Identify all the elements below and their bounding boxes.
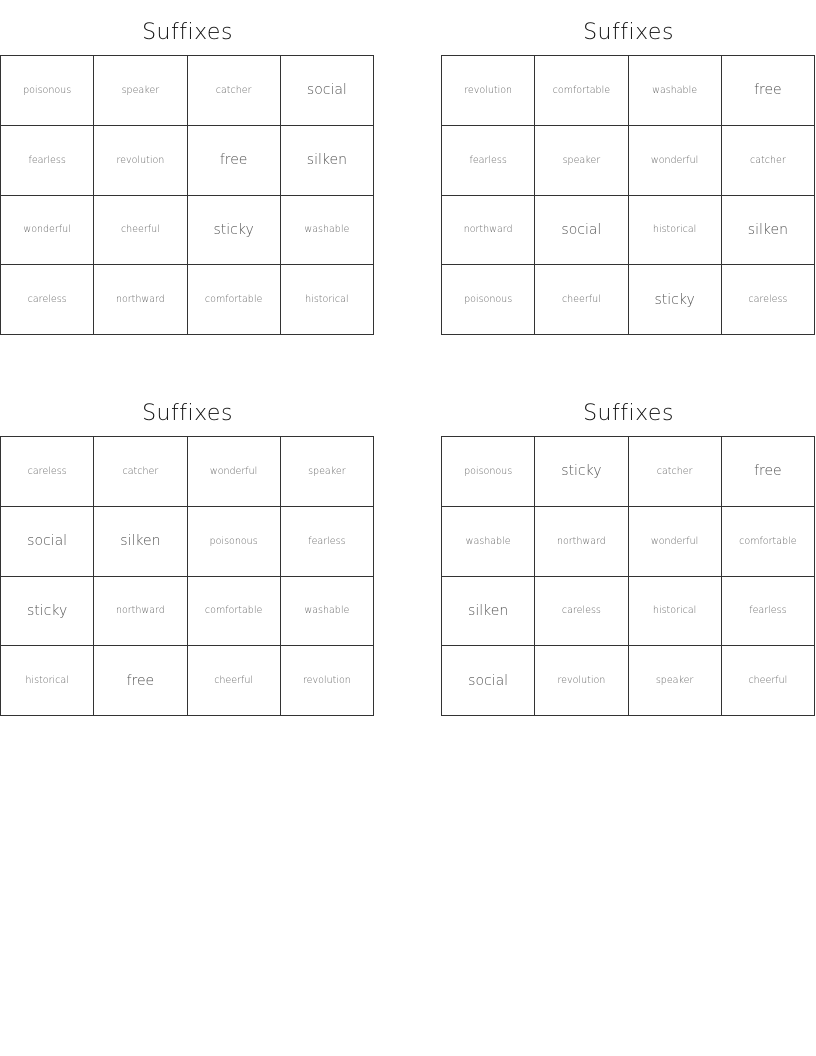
grid-cell: free [94, 646, 187, 716]
word-grid [0, 436, 374, 716]
grid-cell: silken [281, 126, 374, 196]
grid-cell: speaker [94, 56, 187, 126]
grid-cell: silken [94, 507, 187, 577]
word-grid [0, 55, 374, 335]
grid-cell: silken [722, 196, 815, 266]
grid-cell: free [722, 56, 815, 126]
grid-cell: sticky [1, 577, 94, 647]
grid-cell: social [1, 507, 94, 577]
grid-cell: silken [442, 577, 535, 647]
grid-cell: washable [281, 196, 374, 266]
grid-cell: sticky [188, 196, 281, 266]
grid-cell: social [281, 56, 374, 126]
word-grid [441, 436, 815, 716]
grid-cell: fearless [1, 126, 94, 196]
grid-cell: fearless [281, 507, 374, 577]
grid-cell: catcher [629, 437, 722, 507]
grid-cell: fearless [722, 577, 815, 647]
grid-cell: careless [1, 265, 94, 335]
grid-cell: poisonous [442, 437, 535, 507]
word-grid [441, 55, 815, 335]
grid-cell: revolution [281, 646, 374, 716]
card-title: Suffixes [583, 20, 674, 45]
grid-cell: comfortable [188, 577, 281, 647]
card-title: Suffixes [142, 401, 233, 426]
grid-cell: washable [281, 577, 374, 647]
grid-cell: historical [629, 196, 722, 266]
grid-cell: revolution [94, 126, 187, 196]
grid-cell: historical [281, 265, 374, 335]
grid-cell: speaker [629, 646, 722, 716]
grid-cell: washable [442, 507, 535, 577]
grid-cell: wonderful [629, 126, 722, 196]
grid-cell: careless [1, 437, 94, 507]
grid-cell: northward [442, 196, 535, 266]
grid-cell: speaker [535, 126, 628, 196]
grid-cell: comfortable [535, 56, 628, 126]
grid-cell: catcher [94, 437, 187, 507]
grid-cell: sticky [535, 437, 628, 507]
grid-cell: poisonous [1, 56, 94, 126]
grid-cell: northward [535, 507, 628, 577]
grid-cell: wonderful [1, 196, 94, 266]
grid-cell: historical [1, 646, 94, 716]
grid-cell: historical [629, 577, 722, 647]
grid-cell: revolution [535, 646, 628, 716]
grid-cell: wonderful [629, 507, 722, 577]
grid-cell: cheerful [94, 196, 187, 266]
grid-cell: free [722, 437, 815, 507]
grid-cell: fearless [442, 126, 535, 196]
grid-cell: cheerful [535, 265, 628, 335]
grid-cell: poisonous [442, 265, 535, 335]
grid-cell: northward [94, 265, 187, 335]
grid-cell: cheerful [722, 646, 815, 716]
grid-cell: catcher [722, 126, 815, 196]
card-title: Suffixes [583, 401, 674, 426]
grid-cell: catcher [188, 56, 281, 126]
grid-cell: northward [94, 577, 187, 647]
grid-cell: free [188, 126, 281, 196]
grid-cell: sticky [629, 265, 722, 335]
grid-cell: social [535, 196, 628, 266]
grid-cell: speaker [281, 437, 374, 507]
grid-cell: comfortable [722, 507, 815, 577]
grid-cell: careless [722, 265, 815, 335]
grid-cell: social [442, 646, 535, 716]
grid-cell: washable [629, 56, 722, 126]
grid-cell: comfortable [188, 265, 281, 335]
grid-cell: wonderful [188, 437, 281, 507]
grid-cell: careless [535, 577, 628, 647]
grid-cell: revolution [442, 56, 535, 126]
grid-cell: poisonous [188, 507, 281, 577]
card-title: Suffixes [142, 20, 233, 45]
grid-cell: cheerful [188, 646, 281, 716]
